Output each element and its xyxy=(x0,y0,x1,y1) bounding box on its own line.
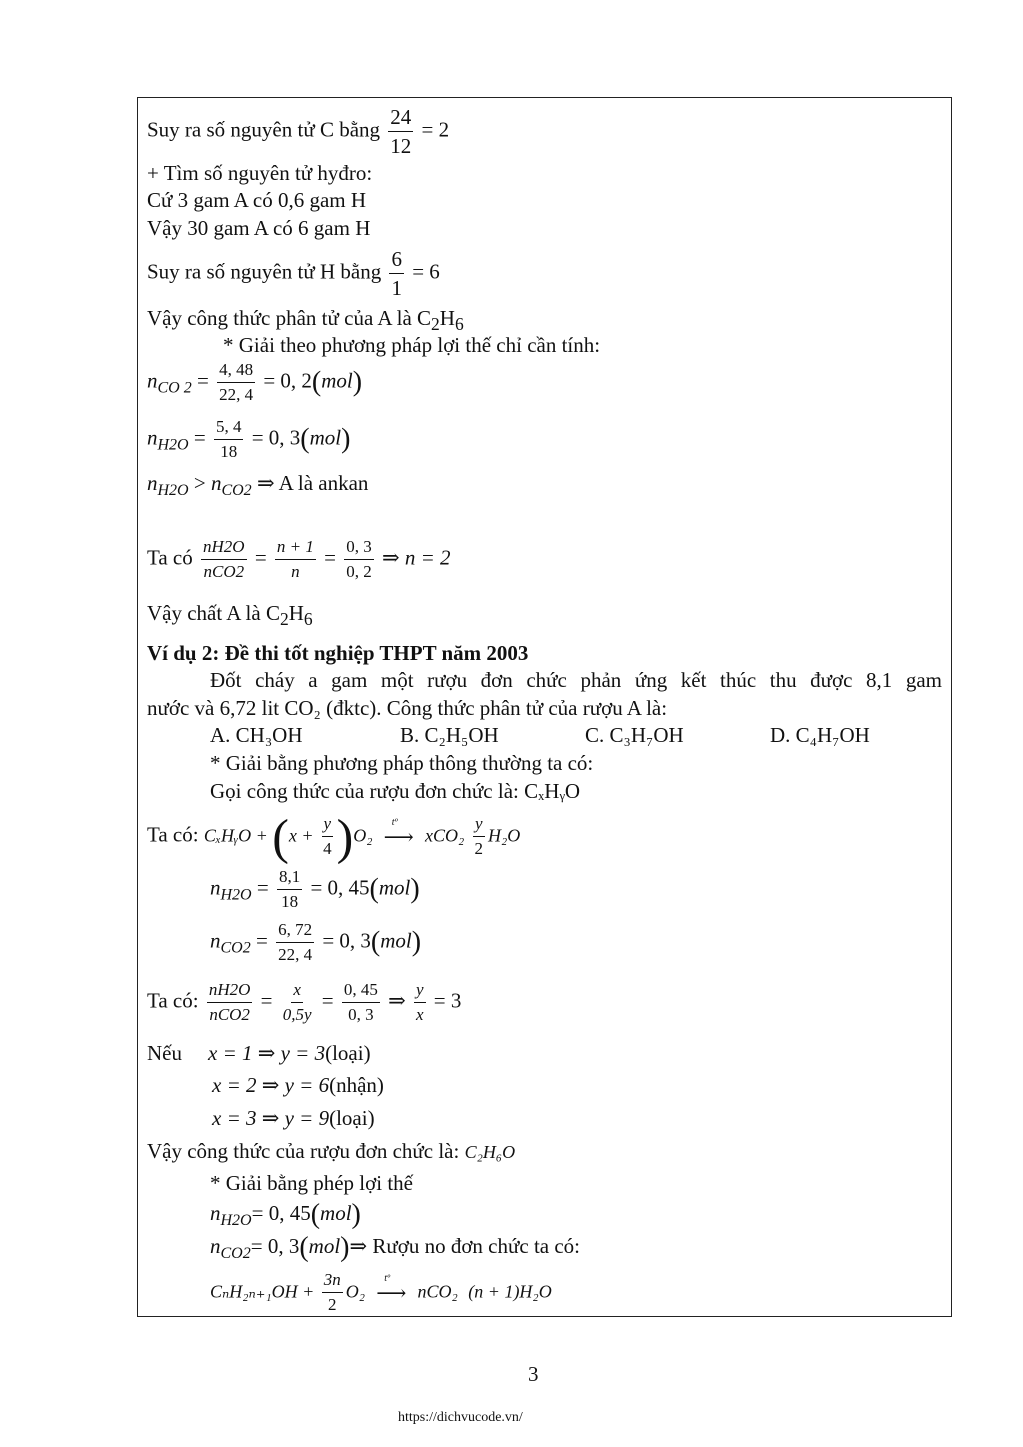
option-a: A. CH₃OH xyxy=(210,723,303,747)
combustion-equation: Ta có: CₓHᵧO + (x + $\frac{y}{4}$ )O₂ tº ⟶ xCO₂ $\frac{y}{2}$ H₂O xyxy=(147,808,521,865)
hydrogen-line-2: Vậy 30 gam A có 6 gam H xyxy=(147,216,371,240)
reaction-arrow: tº ⟶ xyxy=(383,816,414,849)
option-b: B. C₂H₅OH xyxy=(400,723,499,747)
problem-text-1: Đốt cháy a gam một rượu đơn chức phản ứng kết thúc thu được 8,1 gam xyxy=(210,668,942,692)
alcohol-formula-conclusion: Vậy công thức của rượu đơn chức là: C₂H₆O xyxy=(147,1139,516,1163)
hydrogen-count-line: Suy ra số nguyên tử H bằng $\frac{6}{1}$ = 6 xyxy=(147,247,440,300)
page-number: 3 xyxy=(528,1362,539,1386)
problem-text-2: nước và 6,72 lit CO₂ (đktc). Công thức phân tử của rượu A là: xyxy=(147,696,668,720)
ratio-equation: Ta có $\frac{nH2O}{\text{nCO2}}$ = $\frac{n + 1}{n}$ = $\frac{0, 3}{0, 2}$ ⇒ n = 2 xyxy=(147,537,451,581)
general-formula-line: Gọi công thức của rượu đơn chức là: CₓHᵧO xyxy=(210,779,581,803)
example-2-title: Ví dụ 2: Đề thi tốt nghiệp THPT năm 2003 xyxy=(147,641,529,665)
case-x-3: x = 3 ⇒ y = 9(loại) xyxy=(212,1106,375,1130)
substance-conclusion: Vậy chất A là $C_2H_6$ xyxy=(147,601,313,630)
n-co2-value: $n_{CO2}$ = $\frac{6, 72}{22, 4}$ = 0, 3(mol) xyxy=(210,920,422,964)
find-hydrogen-heading: + Tìm số nguyên tử hyđro: xyxy=(147,161,373,185)
n-h2o-value: $n_{H2O}$ = $\frac{8,1}{18}$ = 0, 45(mol) xyxy=(210,867,420,911)
n-co2-equation: $n_{CO 2}$ = $\frac{4, 48}{22, 4}$ = 0, 2(mol) xyxy=(147,360,363,404)
standard-method-heading: * Giải bằng phương pháp thông thường ta có: xyxy=(210,751,594,775)
alkane-conclusion: $n_{H2O} > n_{CO2}$ ⇒ A là ankan xyxy=(147,471,369,500)
ratio-equation-2: Ta có: $\frac{nH2O}{\text{nCO2}}$ = $\frac{x}{0,5y}$ = $\frac{0, 45}{0, 3}$ ⇒ $\frac{y}{x}$ = 3 xyxy=(147,980,462,1024)
hydrogen-line-1: Cứ 3 gam A có 0,6 gam H xyxy=(147,188,367,212)
case-x-2: x = 2 ⇒ y = 6(nhận) xyxy=(212,1073,384,1097)
footer-url[interactable]: https://dichvucode.vn/ xyxy=(398,1410,523,1425)
n-h2o-equation: $n_{H2O}$ = $\frac{5, 4}{18}$ = 0, 3(mol) xyxy=(147,417,351,461)
reaction-arrow-2: tº ⟶ xyxy=(376,1272,407,1305)
saturated-alcohol-equation: CₙH₂ₙ₊₁OH + $\frac{3n}{2}$ O₂ tº ⟶ nCO₂ (n + 1)H₂O xyxy=(210,1270,552,1314)
fraction-6-1: $\frac{6}{1}$ xyxy=(391,247,402,300)
carbon-count-line: Suy ra số nguyên tử C bằng $\frac{24}{12}$ = 2 xyxy=(147,105,450,158)
n-h2o-advantage: $n_{H2O}= 0$, 45(mol) xyxy=(210,1199,361,1231)
advantage-method-heading: * Giải theo phương pháp lợi thế chỉ cần tính: xyxy=(223,333,601,357)
advantage-method-heading-2: * Giải bằng phép lợi thế xyxy=(210,1171,413,1195)
fraction-24-12: $\frac{24}{12}$ xyxy=(390,105,412,158)
molecular-formula-line: Vậy công thức phân tử của A là $C_2H_6$ xyxy=(147,306,464,335)
option-c: C. C₃H₇OH xyxy=(585,723,684,747)
case-x-1: Nếu x = 1 ⇒ y = 3(loại) xyxy=(147,1041,371,1065)
option-d: D. C₄H₇OH xyxy=(770,723,870,747)
n-co2-advantage: $n_{CO2}= 0$, 3(mol)⇒ Rượu no đơn chức ta có: xyxy=(210,1232,581,1264)
